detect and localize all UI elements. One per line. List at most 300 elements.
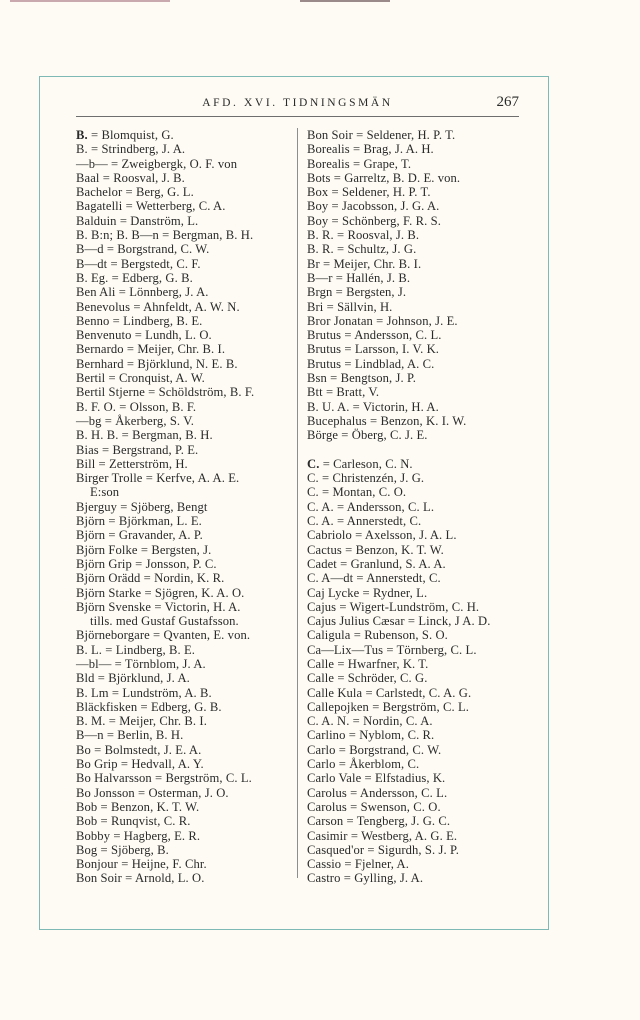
real-name: Schöldström, B. F. (158, 385, 255, 400)
equals-separator: = (130, 299, 144, 314)
real-name: Hedvall, A. Y. (131, 757, 204, 772)
pseudonym-entry (76, 686, 294, 700)
real-name: Swenson, C. O. (360, 799, 441, 814)
pseudonym: Carlino (307, 728, 346, 743)
pseudonym: B. R. (307, 242, 334, 257)
real-name: Andersson, C. L. (354, 328, 442, 343)
real-name: Lundström, A. B. (122, 685, 212, 700)
pseudonym-entry (76, 728, 294, 742)
real-name: Jacobsson, J. G. A. (342, 199, 440, 214)
real-name: Åkerblom, C. (349, 757, 420, 772)
real-name: Hwarfner, K. T. (347, 656, 429, 671)
pseudonym-entry (76, 285, 294, 299)
real-name: Åkerberg, S. V. (115, 413, 195, 428)
equals-separator: = (98, 442, 113, 457)
real-name: Montan, C. O. (332, 485, 407, 500)
real-name: Kerfve, A. A. E. (156, 471, 240, 486)
equals-separator: = (109, 313, 124, 328)
real-name: Carleson, C. N. (333, 456, 413, 471)
equals-separator: = (102, 642, 116, 657)
pseudonym: C. (307, 485, 319, 500)
equals-separator: = (90, 742, 105, 757)
pseudonym: Bog (76, 842, 98, 857)
pseudonym: B. (76, 142, 88, 157)
equals-separator: = (349, 714, 364, 729)
real-name: Nyblom, C. R. (359, 728, 435, 743)
real-name: Annerstedt, C. (366, 571, 441, 586)
pseudonym: Börge (307, 428, 339, 443)
pseudonym-entry (307, 871, 522, 885)
equals-separator: = (351, 528, 365, 543)
real-name: Linck, J A. D. (418, 614, 491, 629)
pseudonym: Bagatelli (76, 199, 123, 214)
pseudonym-entry (307, 814, 522, 828)
real-name: Benzon, K. T. W. (355, 542, 444, 557)
real-name: Bratt, V. (336, 385, 380, 400)
real-name: Seldener, H. P. T. (342, 185, 431, 200)
real-name: Björklund, N. E. B. (137, 356, 238, 371)
pseudonym: Björneborgare (76, 628, 150, 643)
real-name: Borgstrand, C. W. (117, 242, 210, 257)
equals-separator: = (117, 757, 132, 772)
equals-separator: = (322, 385, 337, 400)
equals-separator: = (335, 742, 350, 757)
pseudonym: Borealis (307, 156, 350, 171)
pseudonym: Btt (307, 385, 323, 400)
pseudonym: Bobby (76, 828, 111, 843)
pseudonym: B. Lm (76, 685, 109, 700)
pseudonym: C. A. (307, 514, 334, 529)
equals-separator: = (105, 514, 119, 529)
real-name: Grape, T. (363, 156, 412, 171)
equals-separator: = (333, 499, 347, 514)
pseudonym: Björn Folke (76, 542, 138, 557)
pseudonym: Brutus (307, 328, 342, 343)
pseudonym: Carlo Vale (307, 771, 362, 786)
equals-separator: = (341, 857, 355, 872)
real-name: Meijer, Chr. B. I. (137, 342, 226, 357)
real-name: Brag, J. A. H. (363, 142, 434, 157)
pseudonym: Benvenuto (76, 328, 132, 343)
real-name: Benzon, K. I. W. (380, 413, 467, 428)
pseudonym: Box (307, 185, 329, 200)
real-name: Andersson, C. L. (346, 499, 435, 514)
real-name: Olsson, B. F. (129, 399, 197, 414)
real-name: Bergström, C. L. (165, 771, 252, 786)
scan-edge-artifact (300, 0, 390, 2)
equals-separator: = (341, 542, 356, 557)
equals-separator: = (108, 685, 123, 700)
pseudonym-entry (76, 600, 294, 614)
pseudonym: Cajus (307, 599, 337, 614)
equals-separator: = (108, 270, 123, 285)
pseudonym: Bob (76, 814, 98, 829)
real-name: Jonsson, P. C. (145, 556, 217, 571)
equals-separator: = (346, 785, 360, 800)
pseudonym-entry (76, 400, 294, 414)
real-name: Björkman, L. E. (118, 514, 202, 529)
equals-separator: = (87, 142, 102, 157)
real-name: Arnold, L. O. (134, 871, 205, 886)
pseudonym: Bror Jonatan (307, 313, 373, 328)
equals-separator: = (345, 728, 360, 743)
pseudonym-entry (76, 771, 294, 785)
equals-separator: = (103, 728, 118, 743)
equals-separator: = (123, 356, 138, 371)
entry-continuation: E:son (90, 485, 120, 500)
pseudonym-entry (307, 786, 522, 800)
pseudonym: B—r (307, 270, 333, 285)
pseudonym-entry (307, 342, 522, 356)
real-name: Hallén, J. B. (346, 270, 411, 285)
real-name: Lindberg, B. E. (115, 642, 196, 657)
real-name: Qvanten, E. von. (163, 628, 251, 643)
equals-separator: = (116, 399, 130, 414)
pseudonym: Bri (307, 299, 324, 314)
real-name: Johnson, J. E. (386, 313, 458, 328)
section-title: AFD. XVI. TIDNINGSMÄN (202, 97, 393, 109)
pseudonym-entry (307, 428, 522, 442)
pseudonym-entry (307, 271, 522, 285)
pseudonym: C. A—dt (307, 571, 354, 586)
real-name: Zweigbergk, O. F. von (121, 156, 238, 171)
real-name: Bergman, B. H. (172, 228, 254, 243)
equals-separator: = (362, 685, 376, 700)
pseudonym-entry (307, 328, 522, 342)
real-name: Sjöberg, Bengt (130, 499, 208, 514)
pseudonym-entry (307, 357, 522, 371)
pseudonym: B. Eg. (76, 270, 109, 285)
equals-separator: = (97, 814, 111, 829)
pseudonym-entry (76, 428, 294, 442)
pseudonym-entry (307, 485, 522, 499)
pseudonym-entry (307, 171, 522, 185)
pseudonym: —b— (76, 156, 108, 171)
pseudonym-entry (76, 199, 294, 213)
pseudonym: Casimir (307, 828, 348, 843)
equals-separator: = (340, 871, 355, 886)
pseudonym: Cajus Julius Cæsar (307, 614, 405, 629)
pseudonym: Bias (76, 442, 99, 457)
equals-separator: = (118, 428, 133, 443)
pseudonym-entry (76, 214, 294, 228)
pseudonym: Cadet (307, 556, 337, 571)
pseudonym-entry (76, 171, 294, 185)
equals-separator: = (353, 571, 367, 586)
real-name: Sjöberg, B. (111, 842, 169, 857)
real-name: Wigert-Lundström, C. H. (349, 599, 480, 614)
entry-continuation: tills. med Gustaf Gustafsson. (90, 614, 239, 629)
equals-separator: = (122, 199, 136, 214)
pseudonym-entry (307, 543, 522, 557)
equals-separator: = (122, 185, 136, 200)
pseudonym-entry (307, 214, 522, 228)
equals-separator: = (336, 556, 351, 571)
pseudonym: Carson (307, 814, 344, 829)
pseudonym-entry (307, 600, 522, 614)
pseudonym-entry (307, 142, 522, 156)
real-name: Ahnfeldt, A. W. N. (143, 299, 240, 314)
equals-separator: = (333, 514, 347, 529)
pseudonym: Borealis (307, 142, 350, 157)
real-name: Roosval, J. B. (347, 228, 420, 243)
pseudonym-entry (76, 457, 294, 471)
equals-separator: = (323, 299, 338, 314)
equals-separator: = (383, 642, 397, 657)
real-name: Fjelner, A. (354, 857, 410, 872)
pseudonym-entry (307, 614, 522, 628)
real-name: Berlin, B. H. (117, 728, 184, 743)
real-name: Törnblom, J. A. (124, 656, 206, 671)
pseudonym-entry (307, 128, 522, 142)
equals-separator: = (341, 356, 355, 371)
pseudonym-entry (76, 786, 294, 800)
equals-separator: = (103, 242, 118, 257)
pseudonym: Benno (76, 313, 110, 328)
real-name: Osterman, J. O. (148, 785, 229, 800)
pseudonym: Callepojken (307, 699, 369, 714)
pseudonym: B. L. (76, 642, 103, 657)
equals-separator: = (142, 471, 157, 486)
equals-separator: = (349, 156, 364, 171)
equals-separator: = (372, 313, 387, 328)
pseudonym-entry (307, 314, 522, 328)
real-name: Rydner, L. (373, 585, 428, 600)
real-name: Sigurdh, S. J. P. (377, 842, 459, 857)
equals-separator: = (149, 628, 164, 643)
pseudonym-entry (307, 757, 522, 771)
real-name: Blomquist, G. (101, 128, 174, 142)
pseudonym-entry (76, 657, 294, 671)
real-name: Granlund, S. A. A. (350, 556, 446, 571)
real-name: Schröder, C. G. (347, 671, 428, 686)
real-name: Tengberg, J. G. C. (356, 814, 451, 829)
equals-separator: = (115, 285, 130, 300)
header-rule (76, 116, 519, 117)
pseudonym-entry (307, 843, 522, 857)
equals-separator: = (347, 828, 362, 843)
pseudonym: Bo Halvarsson (76, 771, 152, 786)
pseudonym: Carlo (307, 757, 336, 772)
pseudonym: Bernardo (76, 342, 124, 357)
scan-edge-artifact (10, 0, 170, 2)
real-name: Nordin, C. A. (363, 714, 433, 729)
pseudonym-entry (76, 586, 294, 600)
real-name: Strindberg, J. A. (101, 142, 186, 157)
pseudonym: Bon Soir (76, 871, 122, 886)
pseudonym-entry (76, 300, 294, 314)
pseudonym: Björn Svenske (76, 599, 152, 614)
real-name: Gravander, A. P. (118, 528, 203, 543)
pseudonym-entry (76, 242, 294, 256)
equals-separator: = (350, 628, 365, 643)
pseudonym: Boy (307, 213, 329, 228)
pseudonym: B. B:n; B. B—n (76, 228, 159, 243)
pseudonym: Bernhard (76, 356, 124, 371)
equals-separator: = (341, 328, 355, 343)
real-name: Victorin, H. A. (362, 399, 439, 414)
pseudonym-entry (307, 743, 522, 757)
equals-separator: = (361, 771, 375, 786)
pseudonym: Brgn (307, 285, 333, 300)
pseudonym-entry (307, 371, 522, 385)
pseudonym: C. A. (307, 499, 334, 514)
pseudonym-entry (307, 686, 522, 700)
real-name: Bergsten, J. (151, 542, 212, 557)
equals-separator: = (111, 656, 125, 671)
real-name: Elfstadius, K. (374, 771, 446, 786)
equals-separator: = (131, 328, 146, 343)
equals-separator: = (404, 614, 419, 629)
pseudonym: C. (307, 456, 320, 471)
pseudonym-entry (76, 443, 294, 457)
pseudonym-entry (307, 728, 522, 742)
equals-separator: = (107, 256, 121, 271)
pseudonym: Caj Lycke (307, 585, 360, 600)
real-name: Meijer, Chr. B. I. (333, 256, 422, 271)
real-name: Axelsson, J. A. L. (364, 528, 457, 543)
pseudonym: Bo (76, 742, 91, 757)
equals-separator: = (110, 828, 124, 843)
real-name: Hagberg, E. R. (123, 828, 201, 843)
pseudonym: Björn Starke (76, 585, 142, 600)
pseudonym: Carolus (307, 799, 347, 814)
pseudonym-entry (307, 414, 522, 428)
equals-separator: = (341, 342, 355, 357)
real-name: Edberg, G. B. (122, 270, 193, 285)
pseudonym: Björn Orädd (76, 571, 141, 586)
pseudonym-entry (76, 157, 294, 171)
pseudonym-entry (76, 628, 294, 642)
pseudonym: Ca—Lix—Tus (307, 642, 384, 657)
pseudonym-entry (307, 557, 522, 571)
real-name: Christenzén, J. G. (332, 471, 425, 486)
equals-separator: = (97, 842, 111, 857)
pseudonym: Bertil Stjerne (76, 385, 145, 400)
equals-separator: = (134, 785, 149, 800)
pseudonym: Calle Kula (307, 685, 363, 700)
equals-separator: = (349, 142, 364, 157)
pseudonym-entry (76, 142, 294, 156)
real-name: Bengtson, J. P. (340, 371, 416, 386)
equals-separator: = (333, 242, 348, 257)
pseudonym-entry (76, 571, 294, 585)
pseudonym: Baal (76, 170, 100, 185)
real-name: Garreltz, B. D. E. von. (344, 170, 461, 185)
pseudonym: Benevolus (76, 299, 131, 314)
equals-separator: = (151, 599, 165, 614)
equals-separator: = (105, 714, 120, 729)
pseudonym: Castro (307, 871, 341, 886)
pseudonym: C. (307, 471, 319, 486)
pseudonym-entry (307, 199, 522, 213)
pseudonym: B. M. (76, 714, 106, 729)
pseudonym: Bo Grip (76, 757, 118, 772)
pseudonym-entry (307, 471, 522, 485)
equals-separator: = (123, 342, 138, 357)
pseudonym: Bots (307, 170, 331, 185)
real-name: Schultz, J. G. (347, 242, 417, 257)
pseudonym-entry (307, 657, 522, 671)
pseudonym: Brutus (307, 356, 342, 371)
equals-separator: = (352, 128, 367, 142)
real-name: Bergström, C. L. (382, 699, 470, 714)
pseudonym-entry (307, 771, 522, 785)
real-name: Törnberg, C. L. (396, 642, 477, 657)
equals-separator: = (332, 285, 347, 300)
pseudonym-entry (76, 814, 294, 828)
equals-separator: = (117, 857, 132, 872)
real-name: Lindblad, A. C. (354, 356, 435, 371)
equals-separator: = (338, 428, 352, 443)
pseudonym: Bill (76, 456, 96, 471)
real-name: Nordin, K. R. (154, 571, 225, 586)
pseudonym-entry (76, 314, 294, 328)
real-name: Westberg, A. G. E. (361, 828, 458, 843)
real-name: Seldener, H. P. T. (366, 128, 456, 142)
pseudonym-entry (76, 128, 294, 142)
real-name: Rubenson, S. O. (364, 628, 448, 643)
pseudonym-entry (76, 714, 294, 728)
equals-separator: = (332, 270, 347, 285)
pseudonym-entry (76, 414, 294, 428)
equals-separator: = (326, 371, 341, 386)
pseudonym-entry (76, 385, 294, 399)
pseudonym: Bucephalus (307, 413, 367, 428)
pseudonym-entry (307, 700, 522, 714)
pseudonym: B—d (76, 242, 104, 257)
pseudonym: B. H. B. (76, 428, 119, 443)
pseudonym-entry (307, 857, 522, 871)
equals-separator: = (335, 757, 350, 772)
section-gap (307, 443, 522, 457)
pseudonym-entry (307, 228, 522, 242)
equals-separator: = (97, 799, 111, 814)
real-name: Björklund, J. A. (108, 671, 190, 686)
equals-separator: = (318, 471, 333, 486)
pseudonym-entry (307, 628, 522, 642)
pseudonym-entry (76, 500, 294, 514)
pseudonym: Bsn (307, 371, 327, 386)
pseudonym-entry (307, 643, 522, 657)
real-name: Edberg, G. B. (150, 699, 222, 714)
equals-separator: = (151, 771, 166, 786)
equals-separator: = (368, 699, 383, 714)
pseudonym: B. R. (307, 228, 334, 243)
equals-separator: = (328, 213, 342, 228)
real-name: Danström, L. (130, 213, 199, 228)
pseudonym: Björn (76, 528, 106, 543)
real-name: Benzon, K. T. W. (111, 799, 200, 814)
pseudonym: Bläckfisken (76, 699, 138, 714)
pseudonym: B. F. O. (76, 399, 117, 414)
equals-separator: = (333, 228, 348, 243)
pseudonym: B—n (76, 728, 104, 743)
real-name: Andersson, C. L. (359, 785, 448, 800)
pseudonym-entry (307, 257, 522, 271)
pseudonym-entry (307, 457, 522, 471)
pseudonym-entry (307, 300, 522, 314)
equals-separator: = (116, 213, 131, 228)
equals-separator: = (349, 399, 363, 414)
equals-separator: = (137, 699, 151, 714)
real-name: Gylling, J. A. (354, 871, 424, 886)
pseudonym-entry (307, 586, 522, 600)
pseudonym: Calle (307, 656, 335, 671)
pseudonym: Bachelor (76, 185, 123, 200)
real-name: Berg, G. L. (135, 185, 194, 200)
pseudonym: Cassio (307, 857, 342, 872)
